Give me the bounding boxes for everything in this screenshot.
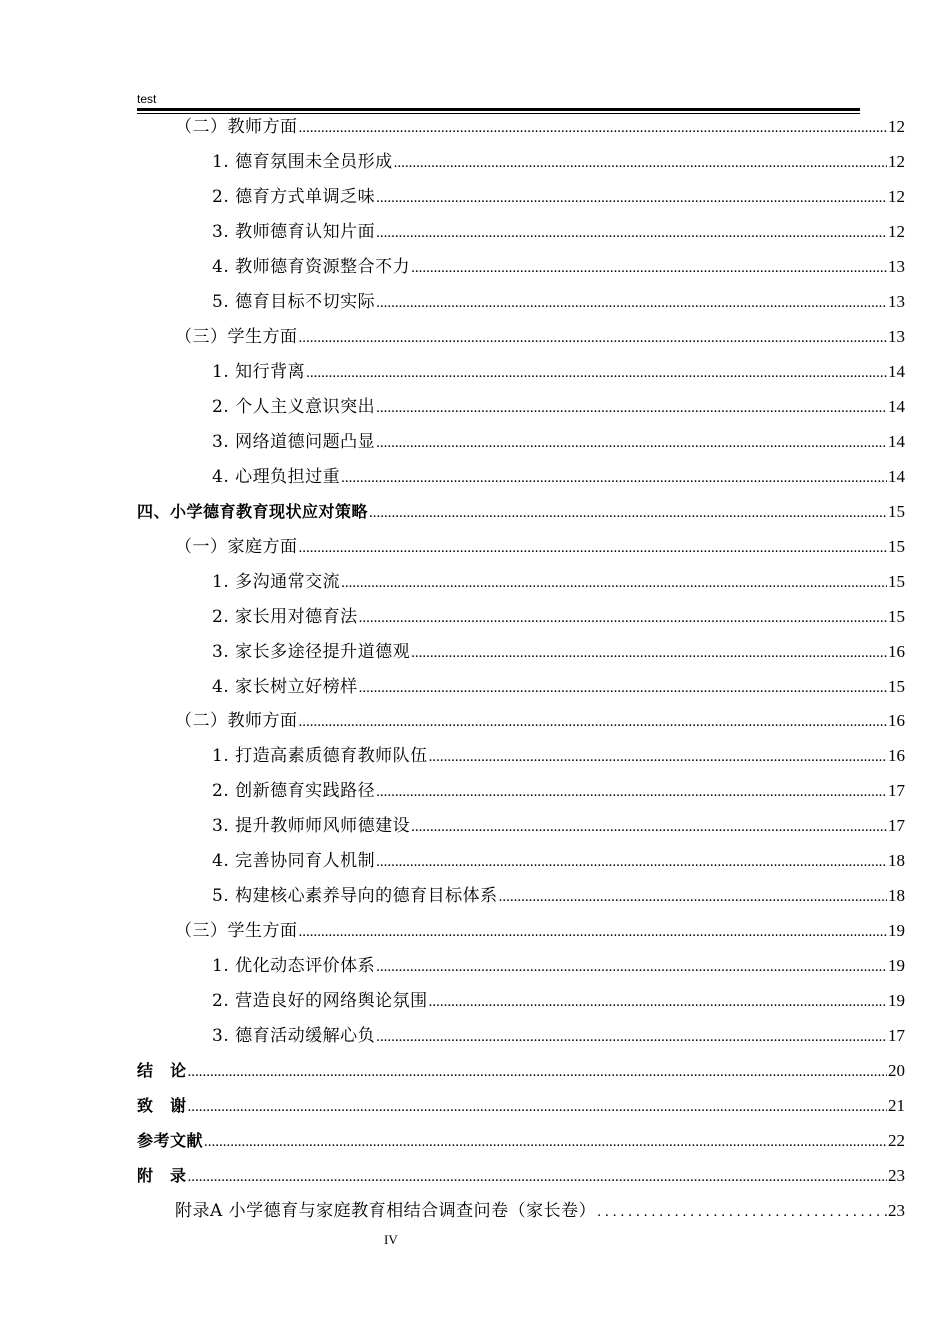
toc-entry-page: 20 <box>888 1061 905 1081</box>
toc-entry-title: 参考文献 <box>137 1131 204 1151</box>
toc-entry-page: 17 <box>888 816 905 836</box>
toc-entry-page: 22 <box>888 1131 905 1151</box>
toc-subsection-entry[interactable] <box>212 778 905 804</box>
toc-entry-page: 15 <box>888 676 905 696</box>
toc-dot-leader <box>376 1024 887 1050</box>
toc-entry-page: 16 <box>888 746 905 766</box>
toc-entry-page: 12 <box>888 186 905 206</box>
toc-subsection-entry[interactable] <box>212 639 905 665</box>
toc-entry-title: （二）教师方面 <box>175 117 298 137</box>
toc-entry-title: （三）学生方面 <box>175 326 298 347</box>
toc-entry-page: 23 <box>888 1201 905 1221</box>
toc-dot-leader <box>376 430 887 456</box>
toc-dot-leader <box>411 255 887 281</box>
toc-section-entry[interactable] <box>175 708 905 734</box>
toc-entry-page: 13 <box>888 256 905 276</box>
toc-entry-page: 13 <box>888 291 905 311</box>
toc-dot-leader <box>188 1164 887 1190</box>
toc-section-entry[interactable] <box>175 114 905 140</box>
toc-dot-leader <box>359 675 887 701</box>
toc-entry-title: （二）教师方面 <box>175 711 298 732</box>
toc-entry-page: 23 <box>888 1166 905 1186</box>
toc-entry-page: 19 <box>888 921 905 941</box>
toc-entry-title: 1. 知行背离 <box>212 361 306 382</box>
toc-dot-leader <box>411 640 887 666</box>
toc-subsection-entry[interactable] <box>212 149 905 175</box>
toc-subsection-entry[interactable] <box>212 883 905 909</box>
toc-section-entry[interactable] <box>175 918 905 944</box>
toc-dot-leader <box>299 535 888 561</box>
toc-entry-title: 2. 营造良好的网络舆论氛围 <box>212 991 428 1012</box>
toc-subsection-entry[interactable] <box>212 184 905 210</box>
toc-dot-leader <box>597 1199 887 1225</box>
toc-entry-page: 15 <box>888 501 905 521</box>
toc-subsection-entry[interactable] <box>212 674 905 700</box>
toc-entry-title: 1. 优化动态评价体系 <box>212 956 376 977</box>
toc-entry-page: 14 <box>888 396 905 416</box>
toc-dot-leader <box>429 744 887 770</box>
toc-entry-title: 4. 完善协同育人机制 <box>212 851 376 872</box>
toc-entry-page: 16 <box>888 711 905 731</box>
toc-entry-page: 16 <box>888 641 905 661</box>
toc-entry-page: 17 <box>888 781 905 801</box>
toc-subsection-entry[interactable] <box>212 359 905 385</box>
footer-page-number: IV <box>384 1232 398 1247</box>
toc-subsection-entry[interactable] <box>212 953 905 979</box>
toc-entry-title: 3. 网络道德问题凸显 <box>212 431 376 452</box>
toc-dot-leader <box>369 500 887 526</box>
toc-entry-page: 18 <box>888 851 905 871</box>
toc-dot-leader <box>341 570 887 596</box>
toc-dot-leader <box>299 709 888 735</box>
toc-entry-page: 19 <box>888 956 905 976</box>
toc-entry-title: 4. 家长树立好榜样 <box>212 676 358 697</box>
toc-dot-leader <box>394 150 887 176</box>
toc-dot-leader <box>376 220 887 246</box>
toc-subsection-entry[interactable] <box>212 219 905 245</box>
toc-dot-leader <box>204 1129 887 1155</box>
toc-dot-leader <box>376 395 887 421</box>
toc-entry-page: 12 <box>888 151 905 171</box>
toc-entry-page: 21 <box>888 1096 905 1116</box>
toc-chapter-entry[interactable] <box>137 1128 905 1154</box>
toc-dot-leader <box>376 779 887 805</box>
toc-entry-title: 结 论 <box>137 1061 187 1081</box>
toc-entry-title: 4. 教师德育资源整合不力 <box>212 256 411 277</box>
toc-dot-leader <box>306 360 887 386</box>
toc-entry-title: 附 录 <box>137 1166 187 1186</box>
toc-entry-title: 3. 提升教师师风师德建设 <box>212 816 411 837</box>
toc-dot-leader <box>188 1059 887 1085</box>
toc-entry-page: 15 <box>888 606 905 626</box>
running-header: test <box>137 92 157 106</box>
toc-entry-page: 14 <box>888 431 905 451</box>
toc-dot-leader <box>376 849 887 875</box>
toc-chapter-entry[interactable] <box>137 1163 905 1189</box>
toc-entry-title: （一）家庭方面 <box>175 536 298 557</box>
toc-entry-title: 3. 家长多途径提升道德观 <box>212 641 411 662</box>
toc-entry-title: 1. 多沟通常交流 <box>212 571 341 592</box>
toc-entry-title: 2. 德育方式单调乏味 <box>212 186 376 207</box>
toc-subsection-entry[interactable] <box>212 429 905 455</box>
toc-entry-page: 15 <box>888 536 905 556</box>
toc-dot-leader <box>188 1094 887 1120</box>
toc-entry-title: 致 谢 <box>137 1096 187 1116</box>
toc-dot-leader <box>341 465 887 491</box>
toc-subsection-entry[interactable] <box>212 569 905 595</box>
toc-subsection-entry[interactable] <box>212 848 905 874</box>
toc-dot-leader <box>376 185 887 211</box>
toc-subsection-entry[interactable] <box>212 1023 905 1049</box>
toc-subsection-entry[interactable] <box>212 813 905 839</box>
toc-entry-title: 3. 教师德育认知片面 <box>212 221 376 242</box>
toc-entry-title: 1. 打造高素质德育教师队伍 <box>212 746 428 767</box>
toc-entry-page: 19 <box>888 991 905 1011</box>
toc-entry-title: 5. 构建核心素养导向的德育目标体系 <box>212 886 498 907</box>
toc-entry-title: 4. 心理负担过重 <box>212 466 341 487</box>
toc-entry-title: 2. 家长用对德育法 <box>212 606 358 627</box>
toc-entry-title: 四、小学德育教育现状应对策略 <box>137 501 369 521</box>
toc-dot-leader <box>376 954 887 980</box>
toc-section-entry[interactable] <box>175 324 905 350</box>
toc-chapter-entry[interactable] <box>137 1093 905 1119</box>
toc-entry-page: 14 <box>888 466 905 486</box>
toc-dot-leader <box>411 814 887 840</box>
toc-subsection-entry[interactable] <box>212 394 905 420</box>
toc-section-entry[interactable] <box>175 1198 905 1224</box>
toc-entry-title: 1. 德育氛围未全员形成 <box>212 151 393 172</box>
toc-entry-page: 12 <box>888 221 905 241</box>
toc-entry-title: （三）学生方面 <box>175 921 298 942</box>
toc-entry-title: 附录A 小学德育与家庭教育相结合调查问卷（家长卷） <box>175 1201 597 1222</box>
toc-entry-title: 2. 个人主义意识突出 <box>212 396 376 417</box>
toc-subsection-entry[interactable] <box>212 743 905 769</box>
toc-entry-page: 13 <box>888 326 905 346</box>
toc-dot-leader <box>299 919 888 945</box>
toc-section-entry[interactable] <box>175 534 905 560</box>
toc-entry-title: 3. 德育活动缓解心负 <box>212 1026 376 1047</box>
toc-chapter-entry[interactable] <box>137 1058 905 1084</box>
toc-subsection-entry[interactable] <box>212 289 905 315</box>
toc-entry-title: 2. 创新德育实践路径 <box>212 781 376 802</box>
toc-dot-leader <box>429 989 887 1015</box>
toc-subsection-entry[interactable] <box>212 988 905 1014</box>
toc-dot-leader <box>359 605 887 631</box>
toc-dot-leader <box>376 290 887 316</box>
toc-dot-leader <box>299 115 888 141</box>
toc-subsection-entry[interactable] <box>212 604 905 630</box>
toc-dot-leader <box>499 884 887 910</box>
toc-chapter-entry[interactable] <box>137 499 905 525</box>
toc-entry-page: 15 <box>888 571 905 591</box>
toc-entry-page: 12 <box>888 117 905 136</box>
toc-entry-page: 14 <box>888 361 905 381</box>
toc-entry-page: 17 <box>888 1026 905 1046</box>
toc-subsection-entry[interactable] <box>212 254 905 280</box>
toc-subsection-entry[interactable] <box>212 464 905 490</box>
toc-dot-leader <box>299 325 888 351</box>
toc-entry-page: 18 <box>888 886 905 906</box>
toc-entry-title: 5. 德育目标不切实际 <box>212 291 376 312</box>
